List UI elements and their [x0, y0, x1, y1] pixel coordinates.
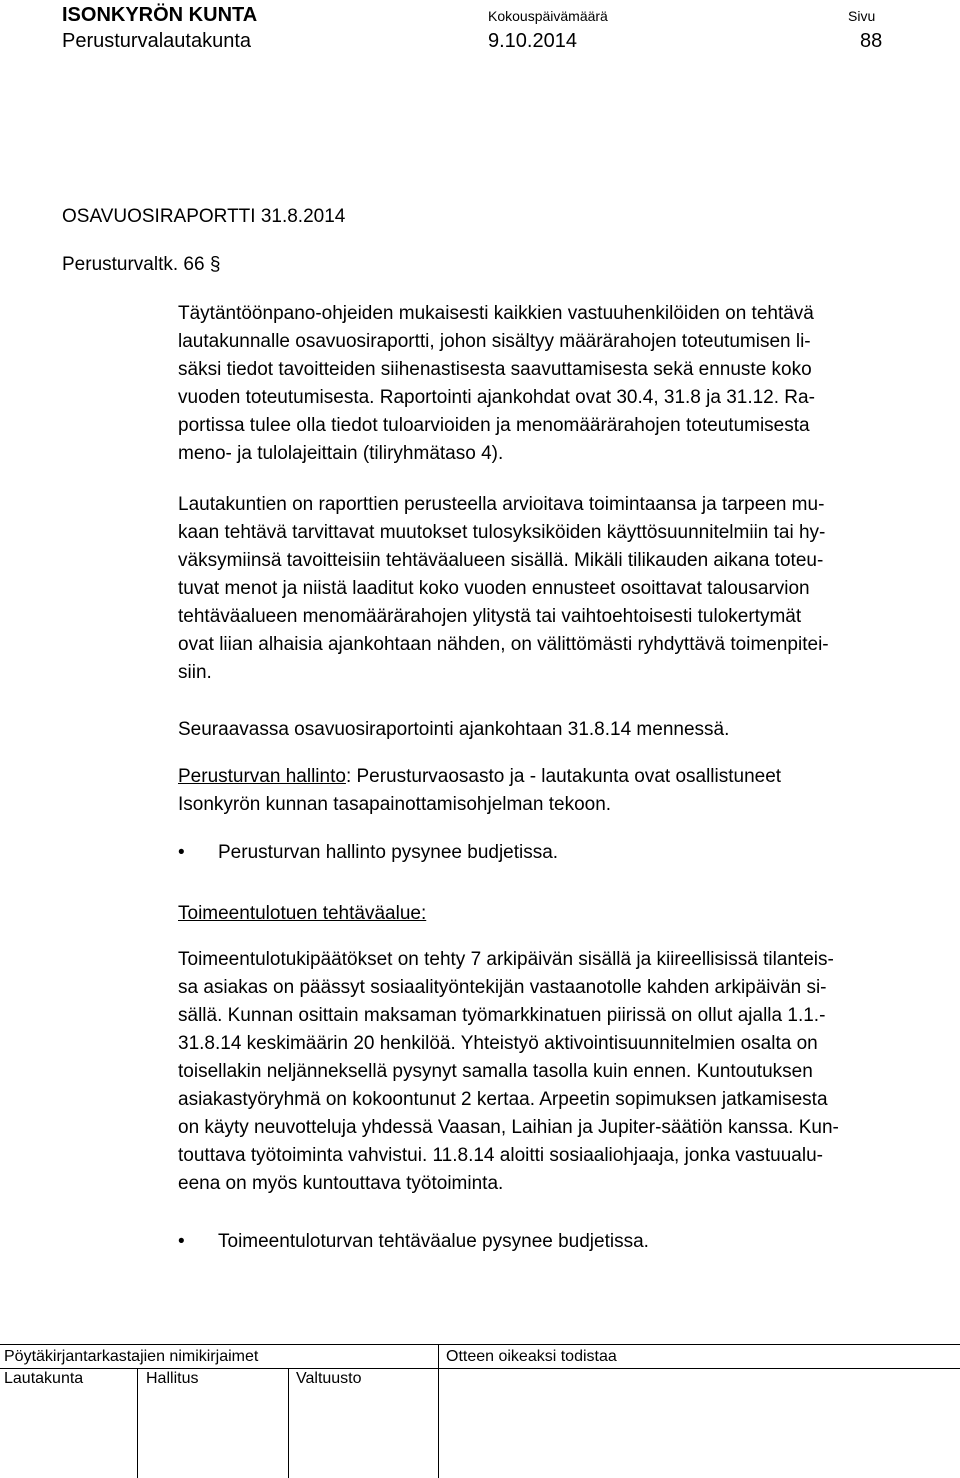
text-line: toisellakin neljänneksellä pysynyt samalla tasolla kuin ennen. Kuntoutuksen: [178, 1061, 813, 1082]
text-line: vuoden toteutumisesta. Raportointi ajankohdat ovat 30.4, 31.8 ja 31.12. Ra-: [178, 387, 815, 408]
text-line: väksymiinsä tavoitteisiin tehtäväalueen sisällä. Mikäli tilikauden aikana toteu-: [178, 550, 824, 571]
toimeentulo-heading-block: [178, 900, 948, 928]
text-line: siin.: [178, 662, 212, 683]
text-line: tuvat menot ja niistä laaditut koko vuoden ennusteet osoittavat talousarvion: [178, 578, 810, 599]
paragraph-3: [178, 716, 948, 744]
hallitus-column: Hallitus: [146, 1370, 199, 1387]
text-line: Toimeentulotukipäätökset on tehty 7 arkipäivän sisällä ja kiireellisissä tilanteis-: [178, 949, 834, 970]
valtuusto-column: Valtuusto: [296, 1370, 362, 1387]
text-line: sällä. Kunnan osittain maksaman työmarkkinatuen piirissä on ollut ajalla 1.1.-: [178, 1005, 826, 1026]
hallinto-paragraph: [178, 763, 948, 819]
text-line: on käyty neuvotteluja yhdessä Vaasan, Laihian ja Jupiter-säätiön kanssa. Kun-: [178, 1117, 839, 1138]
text-line: sa asiakas on päässyt sosiaalityöntekijän vastaanotolle kahden arkipäivän si-: [178, 977, 827, 998]
signatures-label: Pöytäkirjantarkastajien nimikirjaimet: [4, 1348, 259, 1365]
text-line: meno- ja tulolajeittain (tiliryhmätaso 4).: [178, 443, 504, 464]
text-line: eena on myös kuntouttava työtoiminta.: [178, 1173, 504, 1194]
hallinto-line-1: [178, 763, 948, 791]
bullet-icon: •: [178, 842, 185, 863]
text-line: touttava työtoiminta vahvistui. 11.8.14 aloitti sosiaaliohjaaja, jonka vastuualu-: [178, 1145, 823, 1166]
text-line: portissa tulee olla tiedot tuloarvioiden ja menomäärärahojen toteutumisesta: [178, 415, 810, 436]
text-line: tehtäväalueen menomäärärahojen ylitystä tai vaihtoehtoisesti tulokertymät: [178, 606, 802, 627]
footer-mid-rule: [0, 1368, 960, 1369]
footer-top-rule: [0, 1344, 960, 1345]
board-name: Perusturvalautakunta: [62, 30, 252, 52]
hallinto-heading: Perusturvan hallinto: [178, 766, 346, 787]
bullet-icon: •: [178, 1231, 185, 1252]
bullet-text: Perusturvan hallinto pysynee budjetissa.: [218, 842, 559, 863]
page-number: 88: [860, 30, 883, 52]
paragraph-4: [178, 946, 948, 1198]
text-line: ovat liian alhaisia ajankohtaan nähden, on välittömästi ryhdyttävä toimenpitei-: [178, 634, 829, 655]
footer-divider: [438, 1344, 439, 1478]
toimeentulo-heading: Toimeentulotuen tehtäväalue:: [178, 903, 427, 924]
lautakunta-column: Lautakunta: [4, 1370, 84, 1387]
text-line: Lautakuntien on raporttien perusteella arvioitava toimintaansa ja tarpeen mu-: [178, 494, 825, 515]
copy-certification-label: Otteen oikeaksi todistaa: [446, 1348, 617, 1365]
meeting-date: 9.10.2014: [488, 30, 577, 52]
document-title: OSAVUOSIRAPORTTI 31.8.2014: [62, 206, 346, 227]
text-line: Seuraavassa osavuosiraportointi ajankohtaan 31.8.14 mennessä.: [178, 719, 730, 740]
page-label: Sivu: [848, 8, 876, 24]
text-line: lautakunnalle osavuosiraportti, johon sisältyy määrärahojen toteutumisen li-: [178, 331, 811, 352]
text-line: Täytäntöönpano-ohjeiden mukaisesti kaikkien vastuuhenkilöiden on tehtävä: [178, 303, 814, 324]
text-line: säksi tiedot tavoitteiden siihenastisesta saavuttamisesta sekä ennuste koko: [178, 359, 812, 380]
footer-divider: [137, 1368, 138, 1478]
footer-divider: [288, 1368, 289, 1478]
paragraph-2: [178, 491, 948, 687]
paragraph-1: [178, 300, 948, 468]
bullet-text: Toimeentuloturvan tehtäväalue pysynee budjetissa.: [218, 1231, 649, 1252]
hallinto-text: : Perusturvaosasto ja - lautakunta ovat osallistuneet: [345, 766, 782, 787]
section-reference: Perusturvaltk. 66 §: [62, 254, 221, 275]
organization-name: ISONKYRÖN KUNTA: [62, 4, 258, 26]
text-line: 31.8.14 keskimäärin 20 henkilöä. Yhteistyö aktivointisuunnitelmien osalta on: [178, 1033, 818, 1054]
text-line: Isonkyrön kunnan tasapainottamisohjelman tekoon.: [178, 794, 612, 815]
text-line: kaan tehtävä tarvittavat muutokset tulosyksiköiden käyttösuunnitelmiin tai hy-: [178, 522, 826, 543]
meeting-date-label: Kokouspäivämäärä: [488, 8, 608, 24]
text-line: asiakastyöryhmä on kokoontunut 2 kertaa. Arpeetin sopimuksen jatkamisesta: [178, 1089, 828, 1110]
